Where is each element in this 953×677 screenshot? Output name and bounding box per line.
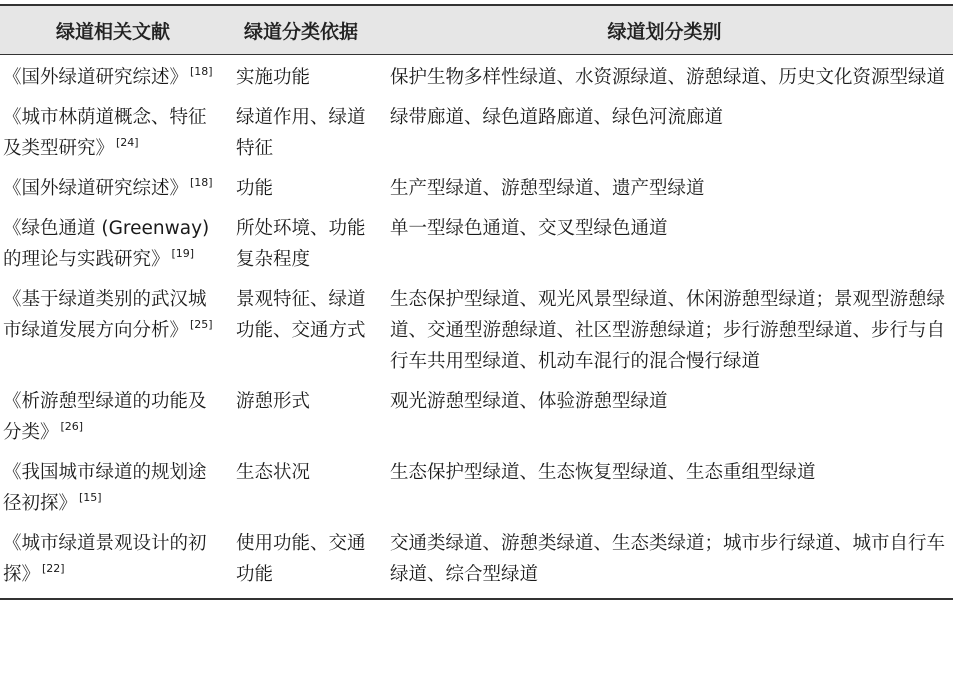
literature-cell: [0, 166, 226, 206]
header-literature: 绿道相关文献: [0, 5, 226, 55]
categories-cell: 单一型绿色通道、交叉型绿色通道: [390, 218, 668, 239]
literature-title: 《国外绿道研究综述》: [3, 67, 189, 88]
categories-cell: 生产型绿道、游憩型绿道、遗产型绿道: [390, 178, 705, 199]
categories-cell: 观光游憩型绿道、体验游憩型绿道: [390, 391, 668, 412]
reference-number: [25]: [190, 318, 213, 331]
table-row: [0, 450, 953, 521]
literature-cell: [0, 55, 226, 96]
literature-title: 《析游憩型绿道的功能及分类》: [3, 391, 207, 443]
categories-cell: 交通类绿道、游憩类绿道、生态类绿道；城市步行绿道、城市自行车绿道、综合型绿道: [376, 521, 953, 599]
table-row: [0, 95, 953, 166]
literature-cell: [0, 206, 226, 277]
literature-cell: [0, 450, 226, 521]
categories-cell: 绿带廊道、绿色道路廊道、绿色河流廊道: [390, 107, 724, 128]
categories-cell: 保护生物多样性绿道、水资源绿道、游憩绿道、历史文化资源型绿道: [390, 67, 946, 88]
table-row: [0, 55, 953, 96]
literature-title: 《城市林荫道概念、特征及类型研究》: [3, 107, 207, 159]
reference-number: [19]: [171, 247, 195, 260]
literature-title: 《绿色通道 (Greenway) 的理论与实践研究》: [3, 218, 210, 270]
basis-cell: 功能: [236, 178, 274, 199]
basis-cell: 使用功能、交通功能: [226, 521, 376, 599]
literature-title: 《我国城市绿道的规划途径初探》: [3, 462, 207, 514]
table-row: [0, 379, 953, 450]
categories-cell: 生态保护型绿道、生态恢复型绿道、生态重组型绿道: [390, 462, 816, 483]
basis-cell: 游憩形式: [236, 391, 311, 412]
literature-cell: [0, 379, 226, 450]
header-row: [0, 5, 953, 55]
basis-cell: 生态状况: [236, 462, 311, 483]
literature-title: 《国外绿道研究综述》: [3, 178, 189, 199]
table-row: [0, 277, 953, 379]
header-categories: 绿道划分类别: [376, 5, 953, 55]
literature-cell: [0, 95, 226, 166]
reference-number: [18]: [190, 65, 213, 78]
reference-number: [22]: [42, 562, 65, 575]
basis-cell: 绿道作用、绿道特征: [236, 107, 366, 159]
table-row: [0, 206, 953, 277]
literature-title: 《城市绿道景观设计的初探》: [3, 533, 207, 585]
greenway-classification-table: [0, 4, 953, 600]
reference-number: [15]: [79, 491, 102, 504]
literature-cell: [0, 277, 226, 379]
basis-cell: 景观特征、绿道功能、交通方式: [236, 289, 366, 341]
header-basis: 绿道分类依据: [226, 5, 376, 55]
categories-cell: 生态保护型绿道、观光风景型绿道、休闲游憩型绿道；景观型游憩绿道、交通型游憩绿道、社区型游憩绿道；步行游憩型绿道、步行与自行车共用型绿道、机动车混行的混合慢行绿道: [390, 289, 946, 372]
table-row: [0, 521, 953, 599]
reference-number: [18]: [190, 176, 213, 189]
literature-title: 《基于绿道类别的武汉城市绿道发展方向分析》: [3, 289, 207, 341]
table-row: [0, 166, 953, 206]
reference-number: [24]: [116, 136, 139, 149]
literature-cell: [0, 521, 226, 599]
reference-number: [26]: [60, 420, 84, 433]
basis-cell: 实施功能: [236, 67, 311, 88]
basis-cell: 所处环境、功能复杂程度: [236, 218, 366, 270]
